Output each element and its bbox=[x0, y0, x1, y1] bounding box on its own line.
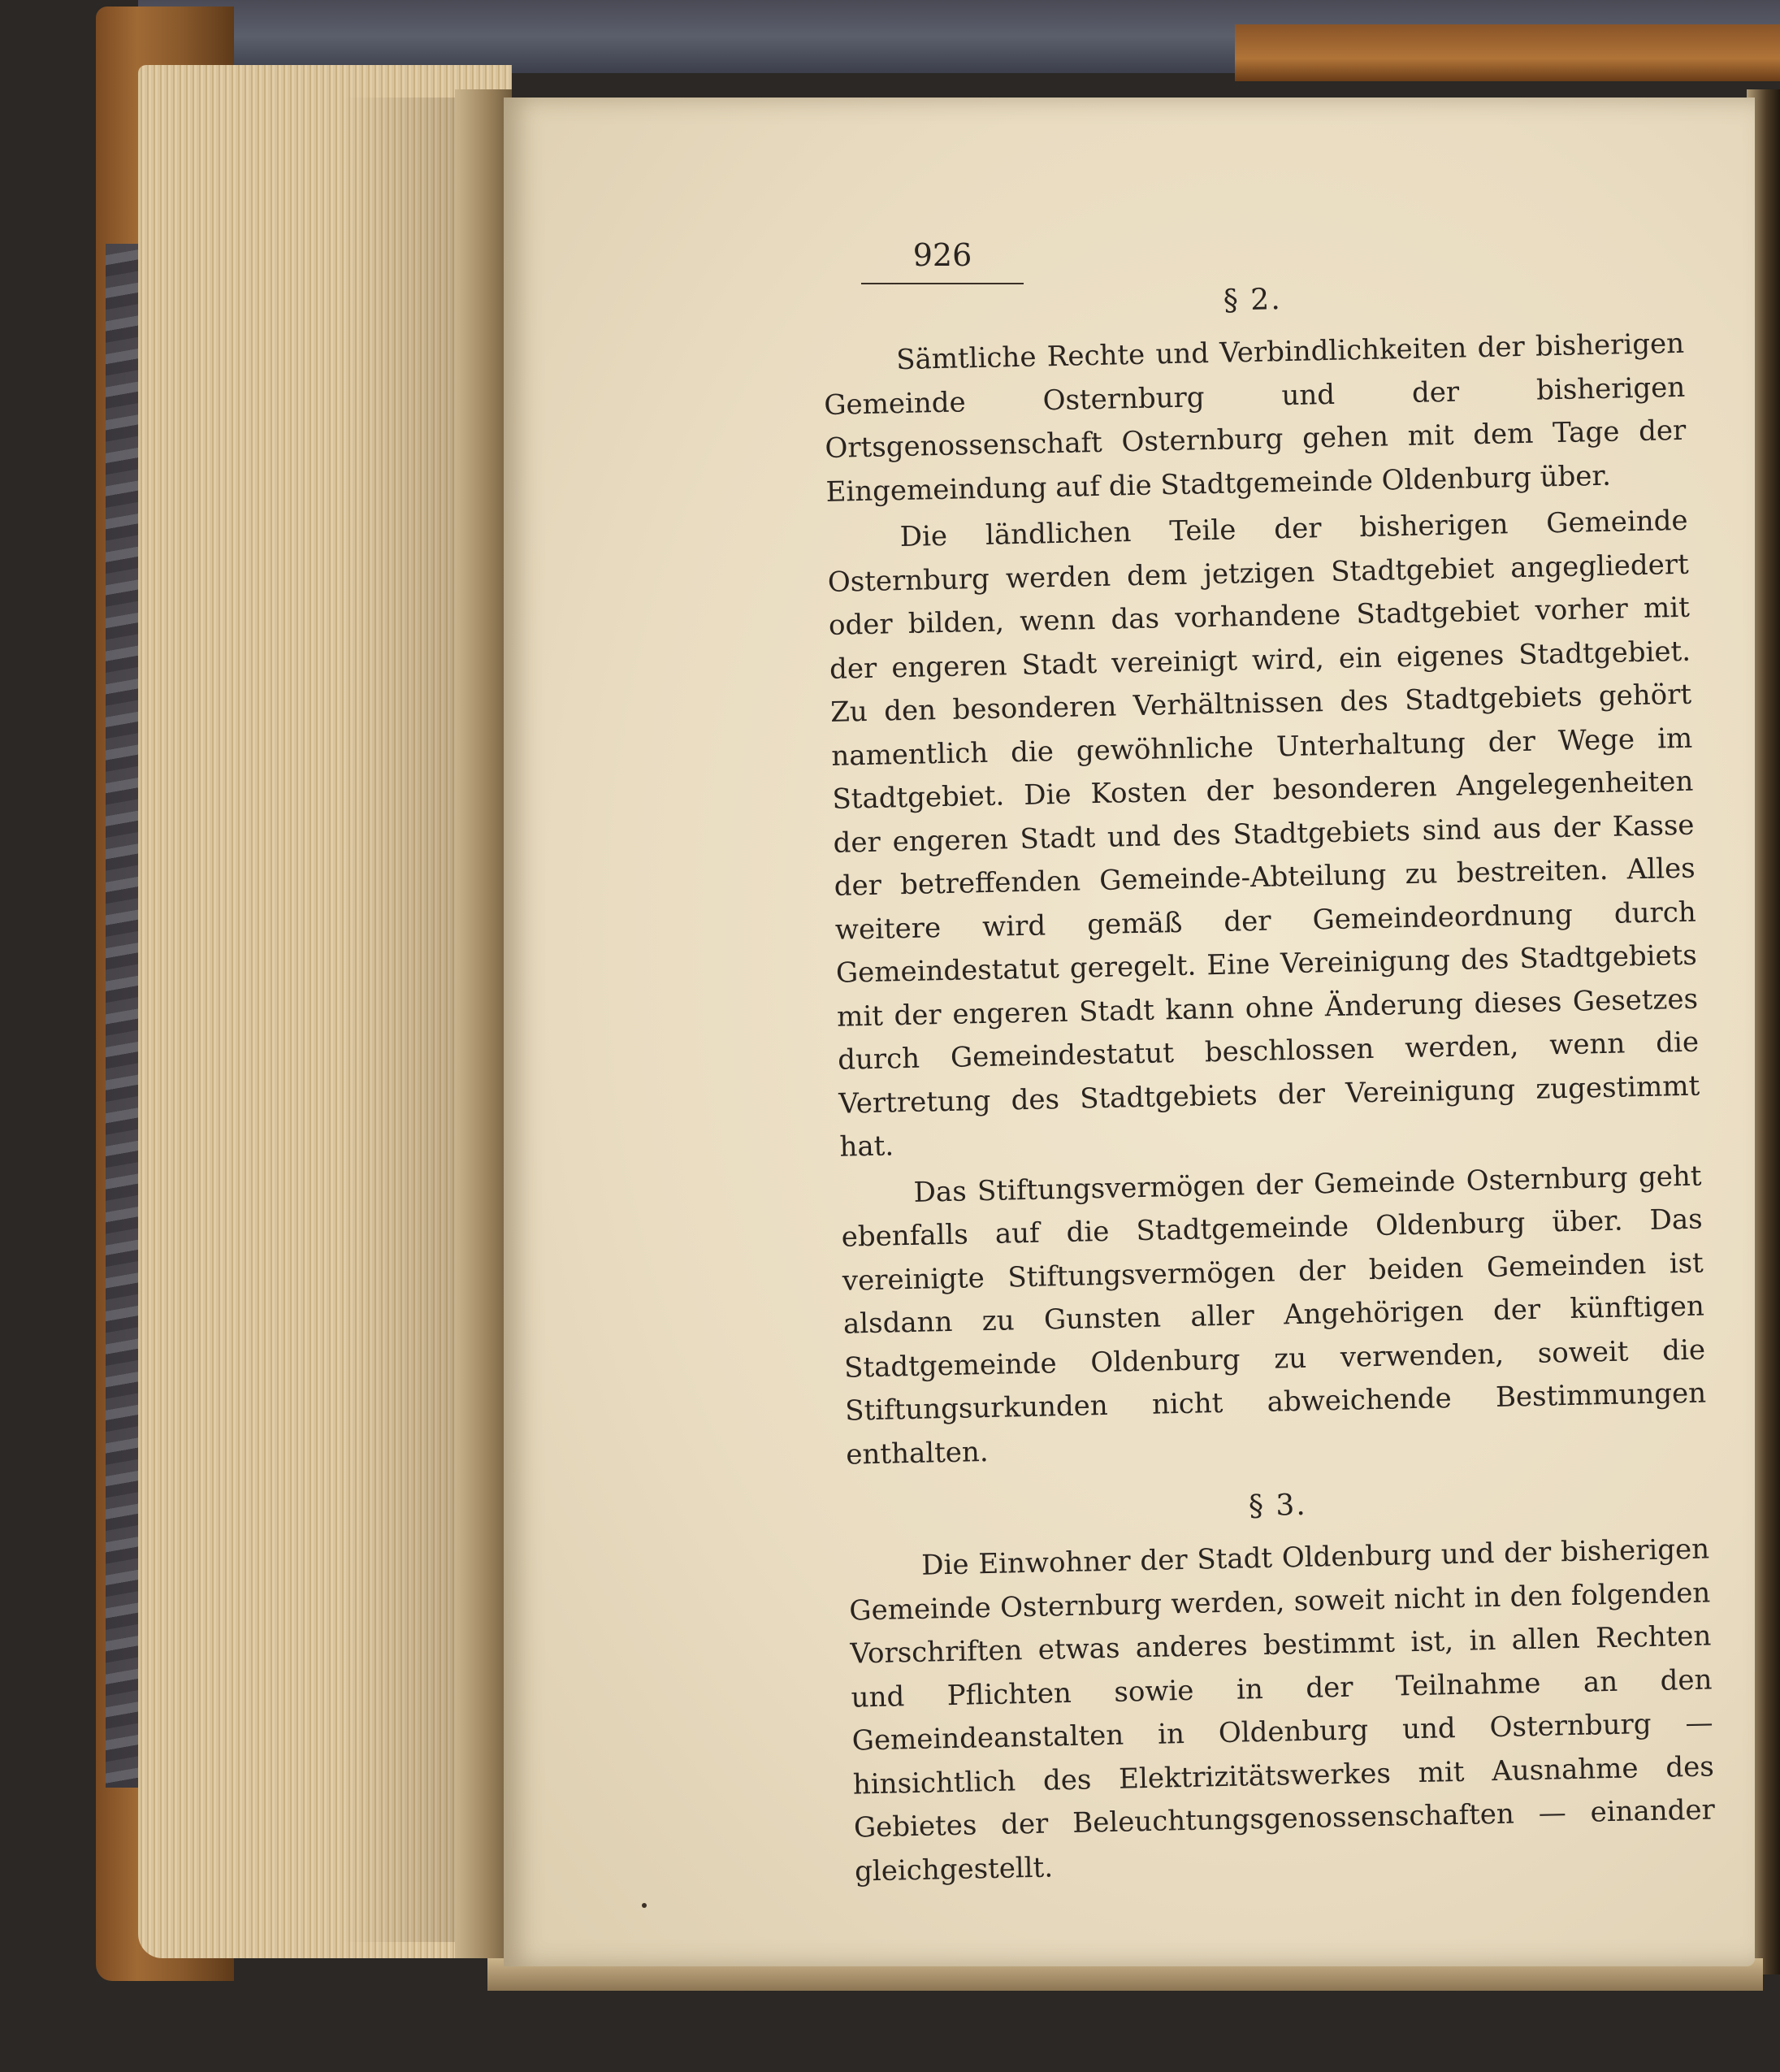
book-cover-leather-corner bbox=[1235, 24, 1780, 81]
paragraph: Das Stiftungsvermögen der Gemeinde Osternburg geht ebenfalls auf die Stadtgemeinde Oldenburg über. Das vereinigte Stiftungsvermögen der beiden Gemeinden ist alsdann zu Gunsten aller Angehörigen der künftigen Stadtgemeinde Oldenburg zu verwenden, soweit die Stiftungsurkunden nicht abweichende Bestimmungen enthalten. bbox=[841, 1160, 1707, 1472]
page-body bbox=[821, 218, 1717, 1897]
section-heading-2: § 2. bbox=[1223, 283, 1283, 318]
ink-speck bbox=[642, 1903, 647, 1908]
paragraph: Sämtliche Rechte und Verbindlichkeiten der bisherigen Gemeinde Osternburg und der bisherigen Ortsgenossenschaft Osternburg gehen mit dem Tage der Eingemeindung auf die Stadtgemeinde Oldenburg über. bbox=[823, 327, 1687, 509]
page-number: 926 bbox=[912, 237, 972, 273]
section-heading-3: § 3. bbox=[1248, 1488, 1308, 1524]
paragraph: Die ländlichen Teile der bisherigen Gemeinde Osternburg werden dem jetzigen Stadtgebiet angegliedert oder bilden, wenn das vorhandene Stadtgebiet vorher mit der engeren Stadt vereinigt wird, ein eigenes Stadtgebiet. Zu den besonderen Verhältnissen des Stadtgebiets gehört namentlich die gewöhnliche Unterhaltung der Wege im Stadtgebiet. Die Kosten der besonderen Angelegenheiten der engeren Stadt und des Stadtgebiets sind aus der Kasse der betreffenden Gemeinde-Abteilung zu bestreiten. Alles weitere wird gemäß der Gemeindeordnung durch Gemeindestatut geregelt. Eine Vereinigung des Stadtgebiets mit der engeren Stadt kann ohne Änderung dieses Gesetzes durch Gemeindestatut beschlossen werden, wenn die Vertretung des Stadtgebiets der Vereinigung zugestimmt hat. bbox=[827, 504, 1700, 1164]
paragraph: Die Einwohner der Stadt Oldenburg und der bisherigen Gemeinde Osternburg werden, soweit nicht in den folgenden Vorschriften etwas anderes bestimmt ist, in allen Rechten und Pflichten sowie in der Teilnahme an den Gemeindeanstalten in Oldenburg und Osternburg — hinsichtlich des Elektrizitätswerkes mit Ausnahme des Gebietes der Beleuchtungsgenossenschaften — einander gleichgestellt. bbox=[849, 1532, 1716, 1888]
printed-page bbox=[504, 98, 1755, 1966]
